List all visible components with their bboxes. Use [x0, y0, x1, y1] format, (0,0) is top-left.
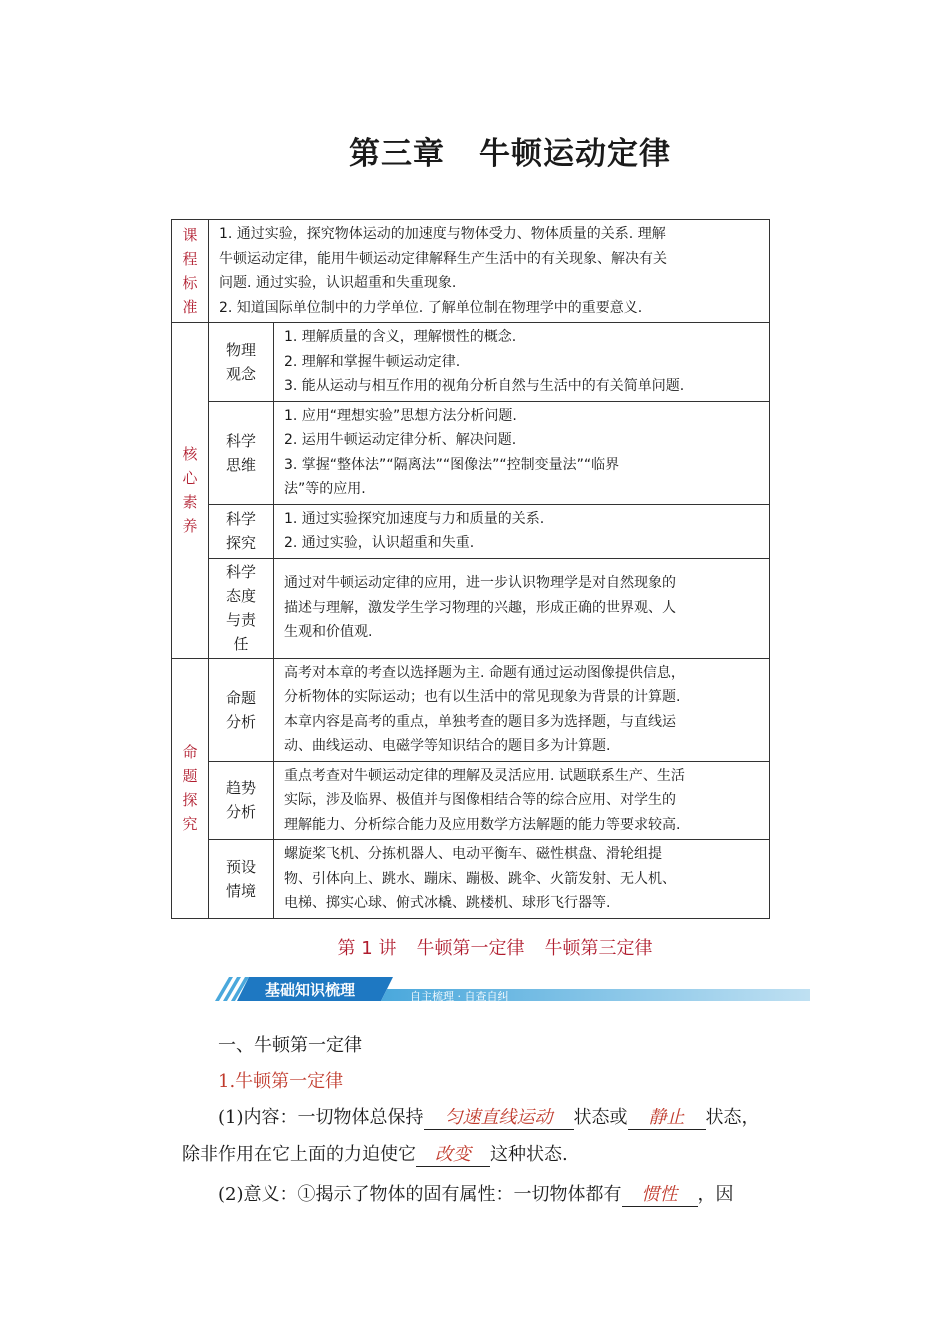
sub-label-scientific-thinking	[209, 401, 274, 504]
core-literacy-row-2	[172, 401, 770, 504]
core-literacy-label	[172, 323, 209, 659]
label-part: 命题	[225, 688, 256, 707]
text-line: 螺旋桨飞机、分拣机器人、电动平衡车、磁性棋盘、滑轮组提	[284, 846, 662, 862]
text-line: 1. 应用“理想实验”思想方法分析问题.	[284, 407, 517, 424]
course-standard-label	[172, 220, 209, 323]
text-line: 实际，涉及临界、极值并与图像相结合等的综合应用、对学生的	[284, 792, 676, 808]
label-part: 科学	[225, 431, 256, 450]
label-part: 态度	[225, 587, 256, 605]
question-analysis-content	[274, 658, 770, 761]
text-line: 牛顿运动定律，能用牛顿运动定律解释生产生活中的有关现象、解决有关	[219, 250, 667, 267]
core-literacy-row-3	[172, 504, 770, 558]
text-run: (2)意义：①揭示了物体的固有属性：一切物体都有	[218, 1184, 622, 1205]
text-line: 2. 理解和掌握牛顿运动定律.	[284, 353, 461, 370]
label-part: 分析	[225, 712, 256, 731]
preset-scenario-content	[274, 840, 770, 919]
sub-label-preset-scenario	[209, 840, 274, 919]
label-part: 预设	[225, 857, 256, 876]
text-line: 本章内容是高考的重点，单独考查的题目多为选择题，与直线运	[284, 713, 676, 730]
text-line: 问题. 通过实验，认识超重和失重现象.	[219, 275, 457, 291]
sub-heading: 1.牛顿第一定律	[218, 1071, 344, 1092]
label-part: 探究	[225, 534, 256, 552]
text-run: 除非作用在它上面的力迫使它	[182, 1144, 416, 1165]
text-run: 状态，	[705, 1107, 760, 1128]
text-line: 描述与理解，激发学生学习物理的兴趣，形成正确的世界观、人	[284, 599, 676, 616]
exam-inquiry-label	[172, 658, 209, 918]
text-run: (1)内容：一切物体总保持	[218, 1107, 424, 1128]
label-part: 趋势	[225, 779, 256, 798]
curriculum-table	[171, 219, 770, 919]
label-char: 探	[182, 791, 198, 809]
text-line: 法”等的应用.	[284, 481, 366, 497]
paragraph-content-cont	[182, 1140, 568, 1167]
label-part: 任	[233, 635, 249, 653]
lecture-number: 第 1 讲	[337, 938, 397, 959]
label-char: 准	[182, 298, 198, 316]
text-run: 这种状态.	[490, 1144, 568, 1165]
text-line: 动、曲线运动、电磁学等知识结合的题目多为计算题.	[284, 738, 611, 754]
text-line: 物、引体向上、跳水、蹦床、蹦极、跳伞、火箭发射、无人机、	[284, 870, 676, 887]
text-line: 1. 通过实验，探究物体运动的加速度与物体受力、物体质量的关系. 理解	[219, 226, 666, 242]
label-part: 情境	[225, 881, 256, 900]
label-char: 程	[182, 250, 198, 268]
sub-label-question-analysis	[209, 658, 274, 761]
lecture-topic-2: 牛顿第三定律	[544, 938, 653, 959]
text-line: 1. 理解质量的含义，理解惯性的概念.	[284, 329, 517, 345]
label-part: 思维	[225, 455, 256, 474]
text-run: ，因	[697, 1184, 734, 1205]
text-line: 2. 通过实验，认识超重和失重.	[284, 535, 475, 551]
text-line: 2. 知道国际单位制中的力学单位. 了解单位制在物理学中的重要意义.	[219, 299, 643, 316]
sub-label-trend-analysis	[209, 761, 274, 840]
exam-inquiry-row-2	[172, 761, 770, 840]
text-line: 分析物体的实际运动；也有以生活中的常见现象为背景的计算题.	[284, 689, 681, 705]
label-char: 心	[182, 469, 198, 488]
attitude-responsibility-content	[274, 558, 770, 658]
core-literacy-row-1	[172, 323, 770, 402]
course-standard-row	[172, 220, 770, 323]
text-line: 重点考查对牛顿运动定律的理解及灵活应用. 试题联系生产、生活	[284, 767, 685, 784]
sub-label-physics-concept	[209, 323, 274, 402]
label-part: 分析	[225, 803, 256, 822]
trend-analysis-content	[274, 761, 770, 840]
banner-sub: 自主梳理 · 自查自纠	[410, 990, 509, 1003]
text-line: 电梯、掷实心球、俯式冰橇、跳楼机、球形飞行器等.	[284, 895, 611, 911]
answer-blank: 静止	[628, 1107, 706, 1130]
sub-label-scientific-inquiry	[209, 504, 274, 558]
banner-label: 基础知识梳理	[265, 981, 356, 999]
text-line: 2. 运用牛顿运动定律分析、解决问题.	[284, 432, 517, 448]
chapter-name: 牛顿运动定律	[479, 136, 671, 172]
label-char: 课	[182, 226, 198, 244]
paragraph-content	[218, 1103, 760, 1130]
text-line: 生观和价值观.	[284, 624, 373, 641]
label-part: 物理	[225, 340, 256, 359]
lecture-topic-1: 牛顿第一定律	[416, 938, 525, 959]
text-line: 1. 通过实验探究加速度与力和质量的关系.	[284, 510, 545, 527]
label-part: 科学	[225, 510, 256, 528]
exam-inquiry-row-1	[172, 658, 770, 761]
chapter-title	[0, 128, 950, 173]
section-heading: 一、牛顿第一定律	[218, 1035, 362, 1056]
label-char: 究	[182, 815, 198, 833]
label-char: 标	[182, 274, 198, 292]
label-part: 科学	[225, 563, 256, 581]
sub-label-attitude-responsibility	[209, 558, 274, 658]
label-char: 素	[182, 493, 198, 512]
answer-blank: 惯性	[622, 1184, 698, 1207]
physics-concept-content	[274, 323, 770, 402]
label-char: 命	[182, 743, 198, 761]
chapter-number: 第三章	[349, 136, 445, 172]
scientific-thinking-content	[274, 401, 770, 504]
exam-inquiry-row-3	[172, 840, 770, 919]
label-char: 题	[182, 767, 198, 785]
label-part: 观念	[225, 364, 256, 383]
scientific-inquiry-content	[274, 504, 770, 558]
text-line: 高考对本章的考查以选择题为主. 命题有通过运动图像提供信息，	[284, 664, 685, 681]
text-line: 3. 掌握“整体法”“隔离法”“图像法”“控制变量法”“临界	[284, 456, 620, 473]
label-part: 与责	[225, 611, 256, 629]
answer-blank: 改变	[416, 1144, 490, 1167]
label-char: 养	[182, 517, 198, 536]
section-banner	[215, 973, 810, 1005]
label-char: 核	[182, 445, 198, 464]
core-literacy-row-4	[172, 558, 770, 658]
course-standard-content	[209, 220, 770, 323]
text-run: 状态或	[573, 1107, 628, 1128]
text-line: 通过对牛顿运动定律的应用，进一步认识物理学是对自然现象的	[284, 575, 676, 592]
text-line: 3. 能从运动与相互作用的视角分析自然与生活中的有关简单问题.	[284, 378, 685, 394]
text-line: 理解能力、分析综合能力及应用数学方法解题的能力等要求较高.	[284, 816, 681, 833]
lecture-title	[0, 934, 950, 960]
paragraph-meaning	[218, 1180, 734, 1207]
answer-blank: 匀速直线运动	[424, 1107, 574, 1130]
